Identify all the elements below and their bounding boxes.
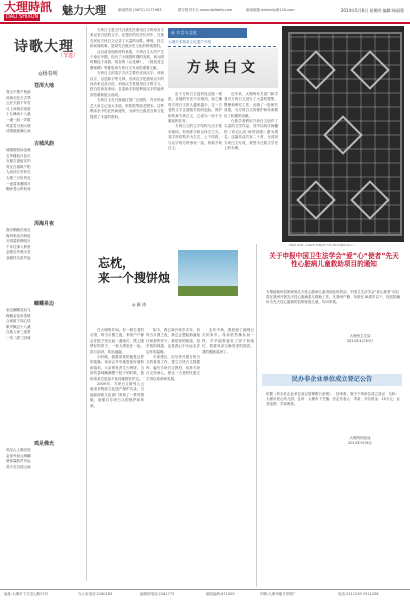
registration-notice-body: 依据《民办非企业单位登记管理暂行条例》，经审查，准予下列单位成立登记：名称：大理市爱心幼儿园；住所：大理市下关镇；法定代表人：李某；开办资金：10万元；业务范围：学前教育。	[266, 392, 400, 407]
article-paragraph: 近年来，大理州有关部门和学者对方块白文进行了大量的搜集、整理和研究工作，出版了一批研究成果，为方块白文的保护和传承做出了积极的贡献。	[224, 92, 278, 118]
signature-org: 大理州卫生局	[349, 334, 371, 338]
poem-line: 阿鹏金花诉衷情	[6, 313, 31, 318]
stanza-lines	[6, 448, 84, 470]
white-script-pattern-image	[282, 26, 404, 242]
poem-line: 诗情画意满心间	[6, 129, 31, 134]
poem-line: 一苦二甜三回味	[6, 335, 31, 340]
poem-line: 大理三月好风光	[6, 175, 31, 180]
essay-title-line: 来一个搜饼烛	[98, 271, 171, 285]
poem-line: 香火袅袅绕山间	[6, 464, 31, 469]
essay-column	[202, 328, 254, 586]
poem-line: 白族人家三道茶	[6, 330, 31, 335]
stanza-heading: 古城风韵	[33, 141, 54, 147]
essay-title	[98, 256, 170, 286]
poem-line: 石板古道留足印	[6, 159, 31, 164]
poem-line: 泉边蝴蝶双双飞	[6, 308, 31, 312]
dialect-title: 方块白文	[168, 48, 278, 88]
masthead	[0, 0, 410, 24]
poem-line: 金梭岛外渔火亮	[6, 250, 31, 255]
article-paragraph: 方块白文的文字结构与汉字基本相同，有独体字和合体字之分。其字形结构多为左右、上下结构，与汉字的方块形状一致，故称方块白文。	[168, 124, 222, 151]
stanza-heading: 鸡足佛光	[33, 441, 54, 447]
article-column	[90, 28, 164, 238]
stanza-lines	[6, 308, 84, 342]
essay-paragraph: 去年中秋，我回到了阔别已久的家乡。母亲依然像从前一样，早早地准备好了饼子和烛灯。看着母亲日渐苍老的面容，我的眼眶湿润了。	[202, 328, 254, 354]
poem-line: 歌声飘过十八溪	[6, 324, 31, 329]
essay-paragraph: 如今，我已离开家乡多年，但每当月圆之夜，我总会想起那盏烛灯和那些饼子。那是家的味道，是乡愁的味道，也是我心中永远无法忘怀的温暖。	[146, 328, 200, 354]
poem-line: 海风吹动白帆低	[6, 233, 31, 238]
stanza-lines	[6, 90, 84, 135]
poem-line: 一溪一韵一声歌	[6, 117, 31, 122]
footer-printer-phone: 电话:2511259 2511258	[338, 592, 379, 596]
poem-line: 月上洱海万顷波	[6, 106, 31, 111]
poem-line: 一壶清茶邀明月	[6, 181, 31, 186]
registration-notice-signature	[320, 436, 400, 446]
dialect-banner: ◎ 方言与文化	[168, 28, 247, 38]
poem-line: 青瓦白墙映夕阳	[6, 164, 31, 169]
poem-line: 千年往事入梦里	[6, 244, 31, 249]
poem-note: （节选）	[58, 53, 79, 59]
footer-printer: 印刷:大理州地方印刷厂	[260, 592, 297, 596]
poem-title: 诗歌大理	[14, 39, 74, 55]
essay-column	[90, 328, 144, 586]
health-notice-body: 为帮助我州贫困家庭先天性心脏病儿童得到及时救治，中国卫生法学会“爱心使者”项目将在我州开展先天性心脏病患儿救助工作。凡我州户籍、年龄在18周岁以下、经医院确诊为先天性心脏病的贫困家庭儿童，均可申报。	[266, 290, 400, 305]
health-notice-signature	[320, 334, 400, 344]
footer-postcode: 邮政编码:671000	[206, 592, 235, 596]
poem-line: 金顶寺前云海翻	[6, 453, 31, 458]
footer-editorial-phone: 编辑部电话:2181773	[140, 592, 175, 596]
signature-date: 2014年5月6日	[348, 441, 372, 446]
illustration-hill	[178, 286, 238, 296]
article-paragraph: 方块白文的造字方法主要有音读汉字、训读汉字、自造新字等几种。音读汉字是借用汉字的读音来记录白语；训读汉字是借用汉字的字义，按白语读音来读；自造新字则是利用汉字的偏旁部首重新组合而成。	[90, 71, 164, 97]
issue-date: 2014年5月8日 星期四 编辑:杨丽菊	[340, 8, 404, 13]
article-paragraph: 方块白文在白族地区曾广泛流传，许多民间艺人用它记录大本曲、吹吹腔等曲艺唱本。这些唱本至今仍在民间流传，为研究白族语言和文化提供了丰富的资料。	[90, 98, 164, 119]
signature-org: 大理州民政局	[349, 436, 371, 440]
brand-logo: 大理時訊	[4, 0, 53, 14]
footer-address: 地址:大理市下关龙山路23号	[4, 592, 49, 596]
article-column	[168, 92, 222, 240]
poem-line: 醉卧苍山听松涛	[6, 187, 31, 192]
stanza-heading: 洱海月夜	[33, 221, 54, 227]
article-paragraph: 白族学者利用方块白文创作了大量的文学作品，其中以明代杨黼的《词记山花·咏苍洱境》最为著名。这篇作品共有二十首，全部用方块白文写成，被誉为白族文学史上的丰碑。	[224, 119, 278, 151]
essay-paragraph: 在大理的乡间，有一种古老的习俗，每当月圆之夜，家家户户都会在院子里点起一盏烛灯，摆上刚烤好的饼子，一家人围坐在一起，赏月品饼，其乐融融。	[90, 328, 144, 354]
stanza-lines	[6, 228, 84, 262]
stanza-heading: 蝴蝶泉边	[33, 301, 54, 307]
signature-date: 2014年4月30日	[346, 339, 374, 344]
poem-line: 晨钟暮鼓声声远	[6, 459, 31, 464]
brand-subtitle: DALI SHIXUN	[6, 14, 39, 20]
poem-line: 十九峰间十八溪	[6, 112, 31, 117]
article-paragraph: 由于方块白文没有经过统一规范，各地的写法不尽相同，加之懂得方块白文的人越来越少，这一古老的文字正面临失传的危险。保护和传承方块白文，已成为一项十分紧迫的任务。	[168, 92, 222, 124]
footer-office-phone: 办公室电话:2160183	[78, 592, 113, 596]
health-notice-headline: 关于申报中国卫生法学会“爱”心“使者”先天性心脏病儿童救助项目的通知	[269, 252, 399, 269]
essay-illustration	[172, 242, 252, 320]
stanza-lines	[6, 148, 84, 193]
poem-line: 渔舟唱晚归来迟	[6, 228, 31, 232]
essay-column	[146, 328, 200, 586]
essay-title-line: 忘枕，	[98, 256, 135, 270]
website-info: 数字报刊平台 www.dalidaily.com	[178, 8, 233, 12]
essay-paragraph: 2009年，方块白文被列入云南省非物质文化遗产保护名录。当地政府和文化部门采取了一系列措施，加强对方块白文的保护和传承。	[90, 382, 144, 408]
poem-line: 城墙斑驳诉沧桑	[6, 148, 31, 152]
poem-line: 苍山不墨千秋画	[6, 90, 31, 94]
stanza-heading: 苍洱大地	[33, 83, 54, 89]
hotline-info: 新闻热线 (0872) 2171983	[118, 8, 162, 12]
poem-line: 人间四月芳菲尽	[6, 170, 31, 175]
poem-line: 合欢树下同心结	[6, 319, 31, 324]
registration-notice-headline: 民办非企业单位成立登记公告	[262, 374, 402, 386]
email-info: 新闻邮箱 dalidaily@126.com	[246, 8, 295, 12]
poem-author: ◎杨春明	[38, 71, 58, 77]
article-column	[224, 92, 278, 240]
poem-line: 鸡足山上佛光现	[6, 448, 31, 452]
column-divider	[86, 26, 87, 581]
essay-paragraph: 小时候，我最喜欢的就是这样的夜晚。母亲会早早地准备好面粉和馅料，父亲则负责生火烤饼。当饼的香味飘满整个院子的时候，我和弟弟总是迫不及待地围在炉边。	[90, 355, 144, 381]
dialect-subtitle: 大理市非物质文化遗产介绍	[168, 38, 276, 47]
poem-line: 五华楼前月色长	[6, 153, 31, 158]
column-divider	[256, 244, 257, 587]
poem-line: 万顷碧波映明月	[6, 239, 31, 244]
article-paragraph: 方块白文是古代白族先民借用汉字的形音义来记录白语的文字。在漫长的历史长河中，白族先民用方块白文记录了大量的诗歌、碑刻、经文和民间故事，是研究白族历史文化的珍贵资料。	[90, 28, 164, 49]
essay-author: ◎ 新 涛	[132, 302, 147, 307]
section-title: 魅力大理	[62, 4, 106, 17]
poem-line: 双廊村头笛声起	[6, 255, 31, 260]
article-paragraph: 从目前发现的材料来看，方块白文大约产生于南诏中期，经历了大理国时期的发展，到元明时期趋于成熟。现存的《山花碑》、《段信苴宝摩崖碑》等都是用方块白文写成的重要文献。	[90, 49, 164, 70]
poem-line: 云开天碧千年雪	[6, 101, 31, 106]
poem-line: 风花雪月到大理	[6, 123, 31, 128]
poem-line: 洱海无弦万古琴	[6, 95, 31, 100]
essay-paragraph: 专家建议，应尽快开展方块白文的普查工作，建立方块白文数据库，编写方块白文教材，培养方块白文传承人，使这一古老的民族文字得以传承和发展。	[146, 355, 200, 381]
